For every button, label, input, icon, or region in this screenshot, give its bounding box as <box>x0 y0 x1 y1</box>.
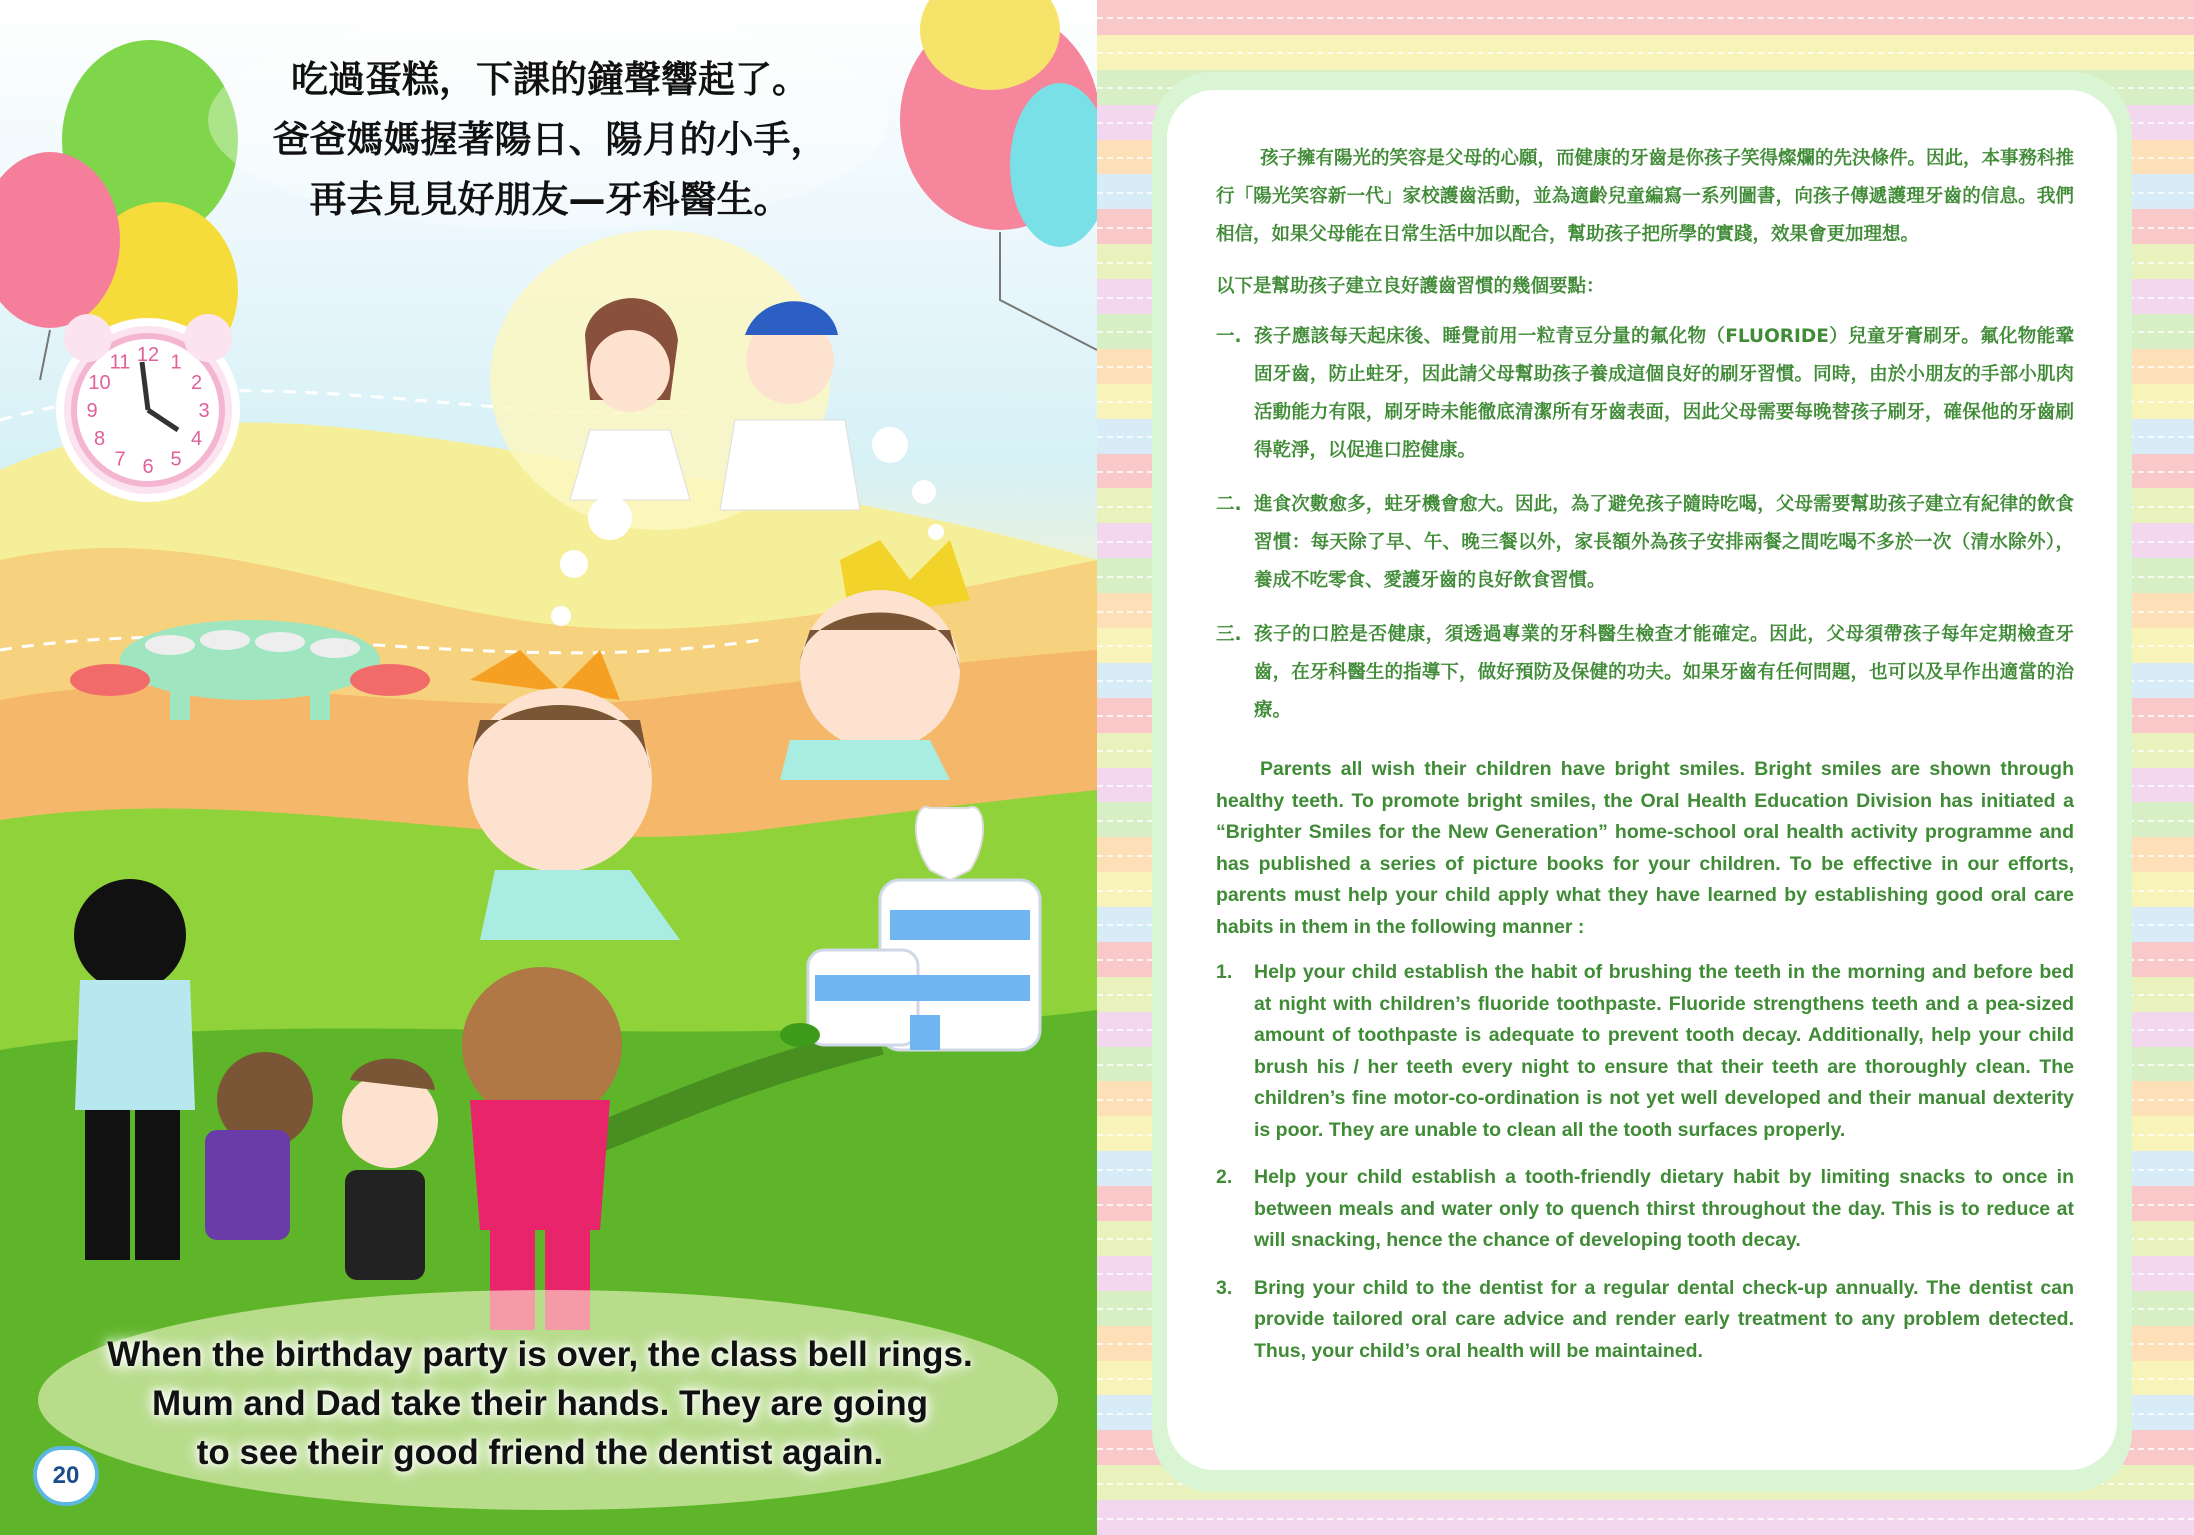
list-item-text: Help your child establish a tooth-friendly dietary habit by limiting snacks to once in between meals and water only to quench thirst throughout the day. This is to reduce at will snacking, hence the chance of developing tooth decay. <box>1254 1166 2074 1251</box>
father-head <box>74 879 186 991</box>
clock-number: 4 <box>190 428 203 450</box>
clock-number: 10 <box>88 372 111 394</box>
list-item-text: 孩子應該每天起床後、睡覺前用一粒青豆分量的氟化物（FLUORIDE）兒童牙膏刷牙。氟化物能鞏固牙齒，防止蛀牙，因此請父母幫助孩子養成這個良好的刷牙習慣。同時，由於小朋友的手部小肌肉活動能力有限，刷牙時未能徹底清潔所有牙齒表面，因此父母需要每晚替孩子刷牙，確保他的牙齒刷得乾淨，以促進口腔健康。 <box>1254 326 2074 461</box>
list-item <box>1216 616 2074 730</box>
stripe-stitch <box>1097 17 2194 19</box>
backpack-black <box>345 1170 425 1280</box>
list-item-number: 二. <box>1216 494 1242 515</box>
list-item-text: Bring your child to the dentist for a regular dental check-up annually. The dentist can provide tailored oral care advice and render early treatment to any problem detected. Thus, your child’s oral health will be maintained. <box>1254 1276 2074 1362</box>
caption-line: 吃過蛋糕，下課的鐘聲響起了。 <box>291 58 809 101</box>
list-item-number: 2. <box>1216 1166 1233 1188</box>
clock-number: 8 <box>93 428 106 450</box>
chinese-intro-paragraph: 孩子擁有陽光的笑容是父母的心願，而健康的牙齒是你孩子笑得燦爛的先決條件。因此，本事務科推行「陽光笑容新一代」家校護齒活動，並為適齡兒童編寫一系列圖書，向孩子傳遞護理牙齒的信息。我們相信，如果父母能在日常生活中加以配合，幫助孩子把所學的實踐，效果會更加理想。 <box>1216 148 2075 245</box>
clock-number: 12 <box>136 344 160 366</box>
caption-line: 爸爸媽媽握著陽日、陽月的小手， <box>272 118 828 161</box>
chinese-points-list <box>1216 318 2074 730</box>
clock-number: 2 <box>190 372 203 394</box>
caption-line: 再去見見好朋友—牙科醫生。 <box>309 178 791 221</box>
list-item-number: 3. <box>1216 1276 1233 1299</box>
clock-number: 5 <box>170 448 182 471</box>
clock-number: 6 <box>142 456 154 478</box>
chinese-lead-sentence: 以下是幫助孩子建立良好護齒習慣的幾個要點： <box>1216 276 1605 297</box>
list-item <box>1216 1273 2074 1368</box>
caption-line: to see their good friend the dentist again. <box>196 1433 884 1472</box>
list-item-text: Help your child establish the habit of brushing the teeth in the morning and before bed at night with children’s fluoride toothpaste. Fluoride strengthens teeth and a pea-sized amount of toothpaste is adequate to prevent tooth decay. Additionally, help your child brush his / her teeth every night to ensure that their teeth are thoroughly clean. The children’s fine motor-co-ordination is not yet well developed and their manual dexterity is poor. They are unable to clean all the tooth surfaces properly. <box>1254 961 2074 1141</box>
list-item-text: 孩子的口腔是否健康，須透過專業的牙科醫生檢查才能確定。因此，父母須帶孩子每年定期檢查牙齒，在牙科醫生的指導下，做好預防及保健的功夫。如果牙齒有任何問題，也可以及早作出適當的治療。 <box>1254 624 2074 721</box>
list-item-number: 一. <box>1216 326 1242 347</box>
page-number-badge: 20 <box>33 1446 99 1506</box>
list-item-number: 三. <box>1216 624 1242 645</box>
clock-number: 1 <box>170 351 182 374</box>
female-dentist-face <box>590 330 670 410</box>
caption-line: When the birthday party is over, the class bell rings. <box>107 1335 973 1374</box>
parent-notes-text <box>1216 140 2074 1383</box>
clock-number: 9 <box>86 400 98 422</box>
english-intro-paragraph: Parents all wish their children have bright smiles. Bright smiles are shown through healthy teeth. To promote bright smiles, the Oral Health Education Division has initiated a “Brighter Smiles for the New Generation” home-school oral health activity programme and has published a series of picture books for your children. To be effective in our efforts, parents must help your child apply what they have learned by establishing good oral care habits in them in the following manner : <box>1216 758 2074 938</box>
caption-line: Mum and Dad take their hands. They are going <box>152 1384 928 1423</box>
stripe-stitch <box>1097 52 2194 54</box>
stripe-stitch <box>1097 1518 2194 1520</box>
clock-number: 3 <box>198 400 210 422</box>
clock-number: 7 <box>114 448 126 471</box>
list-item <box>1216 486 2074 600</box>
english-points-list <box>1216 957 2074 1367</box>
mother-hair <box>462 967 622 1123</box>
english-story-caption <box>60 1330 1020 1477</box>
list-item <box>1216 957 2074 1146</box>
list-item-text: 進食次數愈多，蛀牙機會愈大。因此，為了避免孩子隨時吃喝，父母需要幫助孩子建立有紀律的飲食習慣：每天除了早、午、晚三餐以外，家長額外為孩子安排兩餐之間吃喝不多於一次（清水除外），養成不吃零食、愛護牙齒的良好飲食習慣。 <box>1254 494 2074 591</box>
clock-number: 11 <box>109 351 131 374</box>
list-item <box>1216 318 2074 470</box>
backpack-purple <box>205 1130 290 1240</box>
chinese-story-caption <box>230 50 870 230</box>
list-item-number: 1. <box>1216 961 1233 983</box>
list-item <box>1216 1162 2074 1257</box>
